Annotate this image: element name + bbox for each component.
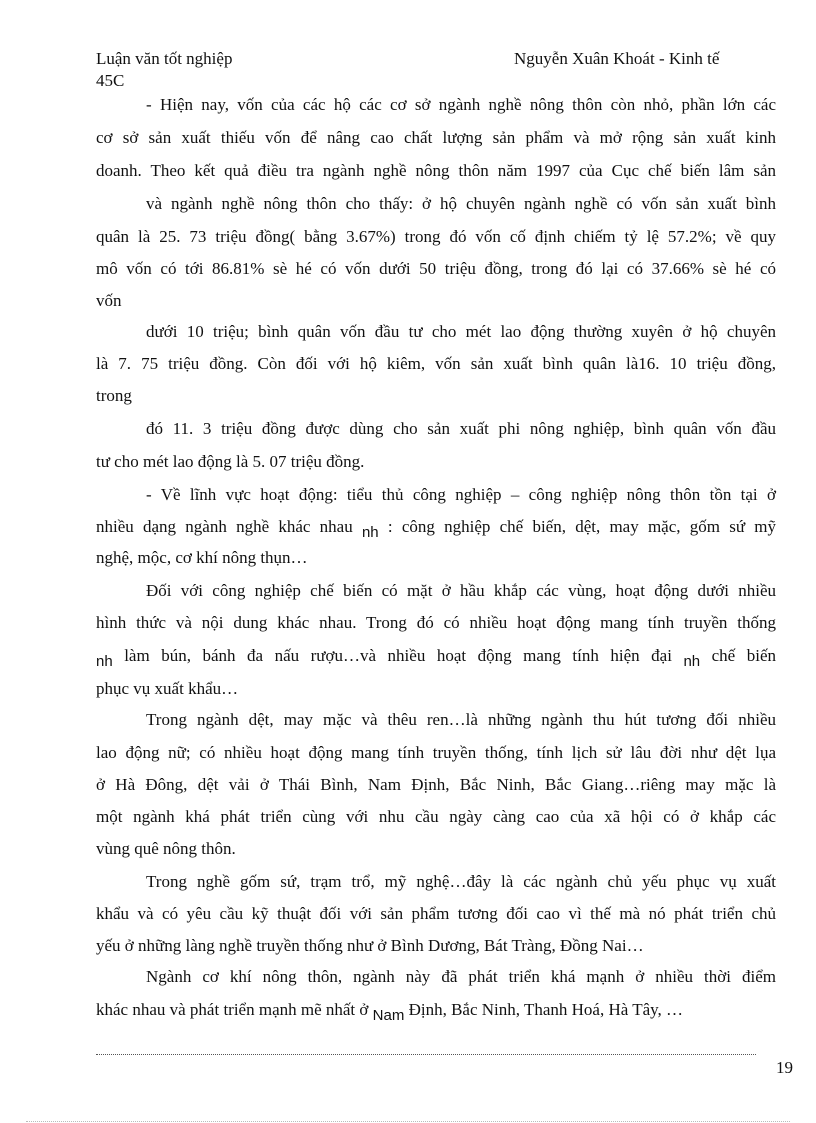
text-line: vùng quê nông thôn. [96, 839, 236, 858]
text-line [96, 645, 776, 668]
text-line: hình thức và nội dung khác nhau. Trong đó có nhiều hoạt động mang tính truyền thống [96, 613, 776, 632]
text-segment: nhiều dạng ngành nghề khác nhau [96, 517, 353, 536]
text-line: nghệ, mộc, cơ khí nông thụn… [96, 548, 308, 567]
text-segment: khác nhau và phát triển mạnh mẽ nhất ở [96, 1000, 369, 1019]
text-segment: Định, Bắc Ninh, Thanh Hoá, Hà Tây, … [408, 1000, 684, 1019]
page-number: 19 [776, 1058, 793, 1077]
text-line: cơ sở sản xuất thiếu vốn để nâng cao chất lượng sản phẩm và mở rộng sản xuất kinh [96, 128, 776, 147]
page-bottom-divider [26, 1121, 790, 1122]
text-line: yếu ở những làng nghề truyền thống như ở Bình Dương, Bát Tràng, Đồng Nai… [96, 936, 644, 955]
text-line: và ngành nghề nông thôn cho thấy: ở hộ chuyên ngành nghề có vốn sản xuất bình [146, 194, 776, 213]
header-class: 45C [96, 71, 125, 90]
text-line: trong [96, 386, 132, 405]
text-line: đó 11. 3 triệu đồng được dùng cho sản xuất phi nông nghiệp, bình quân vốn đầu [146, 419, 776, 438]
text-line: Ngành cơ khí nông thôn, ngành này đã phát triển khá mạnh ở nhiều thời điểm [146, 967, 776, 986]
text-line: ở Hà Đông, dệt vải ở Thái Bình, Nam Định, Bắc Ninh, Bắc Giang…riêng may mặc là [96, 775, 776, 794]
abbreviation-nh: nh [683, 653, 701, 670]
text-segment: chế biến [711, 646, 777, 665]
abbreviation-nh: nh [96, 653, 113, 670]
text-line: một ngành khá phát triển cùng với nhu cầu ngày càng cao của xã hội có ở khắp các [96, 807, 776, 826]
abbreviation-nam: Nam [372, 1007, 405, 1024]
text-line: là 7. 75 triệu đồng. Còn đối với hộ kiêm, vốn sản xuất bình quân là16. 10 triệu đồng, [96, 354, 776, 373]
text-line: doanh. Theo kết quả điều tra ngành nghề nông thôn năm 1997 của Cục chế biến lâm sản [96, 161, 776, 180]
header-thesis-title: Luận văn tốt nghiệp [96, 49, 233, 68]
footer-divider [96, 1054, 756, 1055]
text-line: vốn [96, 291, 122, 310]
text-segment: : công nghiệp chế biến, dệt, may mặc, gốm sứ mỹ [387, 517, 776, 536]
text-line: Đối với công nghiệp chế biến có mặt ở hầu khắp các vùng, hoạt động dưới nhiều [146, 581, 776, 600]
text-line [96, 516, 776, 539]
text-line: - Về lĩnh vực hoạt động: tiểu thủ công nghiệp – công nghiệp nông thôn tồn tại ở [146, 485, 776, 504]
text-line: tư cho mét lao động là 5. 07 triệu đồng. [96, 452, 365, 471]
text-line [96, 999, 776, 1022]
text-line: phục vụ xuất khẩu… [96, 679, 239, 698]
header-author: Nguyễn Xuân Khoát - Kinh tế [514, 49, 720, 68]
abbreviation-nh: nh [361, 524, 379, 541]
text-line: - Hiện nay, vốn của các hộ các cơ sở ngành nghề nông thôn còn nhỏ, phần lớn các [146, 95, 776, 114]
text-segment: làm bún, bánh đa nấu rượu…và nhiều hoạt động mang tính hiện đại [124, 646, 672, 665]
text-line: quân là 25. 73 triệu đồng( bằng 3.67%) trong đó vốn cố định chiếm tỷ lệ 57.2%; về quy [96, 227, 776, 246]
text-line: dưới 10 triệu; bình quân vốn đầu tư cho mét lao động thường xuyên ở hộ chuyên [146, 322, 776, 341]
text-line: mô vốn có tới 86.81% sè hé có vốn dưới 50 triệu đồng, trong đó lại có 37.66% sè hé có [96, 259, 776, 278]
text-line: lao động nữ; có nhiều hoạt động mang tính truyền thống, tính lịch sử lâu đời như dệt lụa [96, 743, 776, 762]
text-line: khẩu và có yêu cầu kỹ thuật đối với sản phẩm tương đối cao vì thế mà nó phát triển chủ [96, 904, 776, 923]
text-line: Trong nghề gốm sứ, trạm trổ, mỹ nghệ…đây là các ngành chủ yếu phục vụ xuất [146, 872, 776, 891]
text-line: Trong ngành dệt, may mặc và thêu ren…là những ngành thu hút tương đối nhiều [146, 710, 776, 729]
